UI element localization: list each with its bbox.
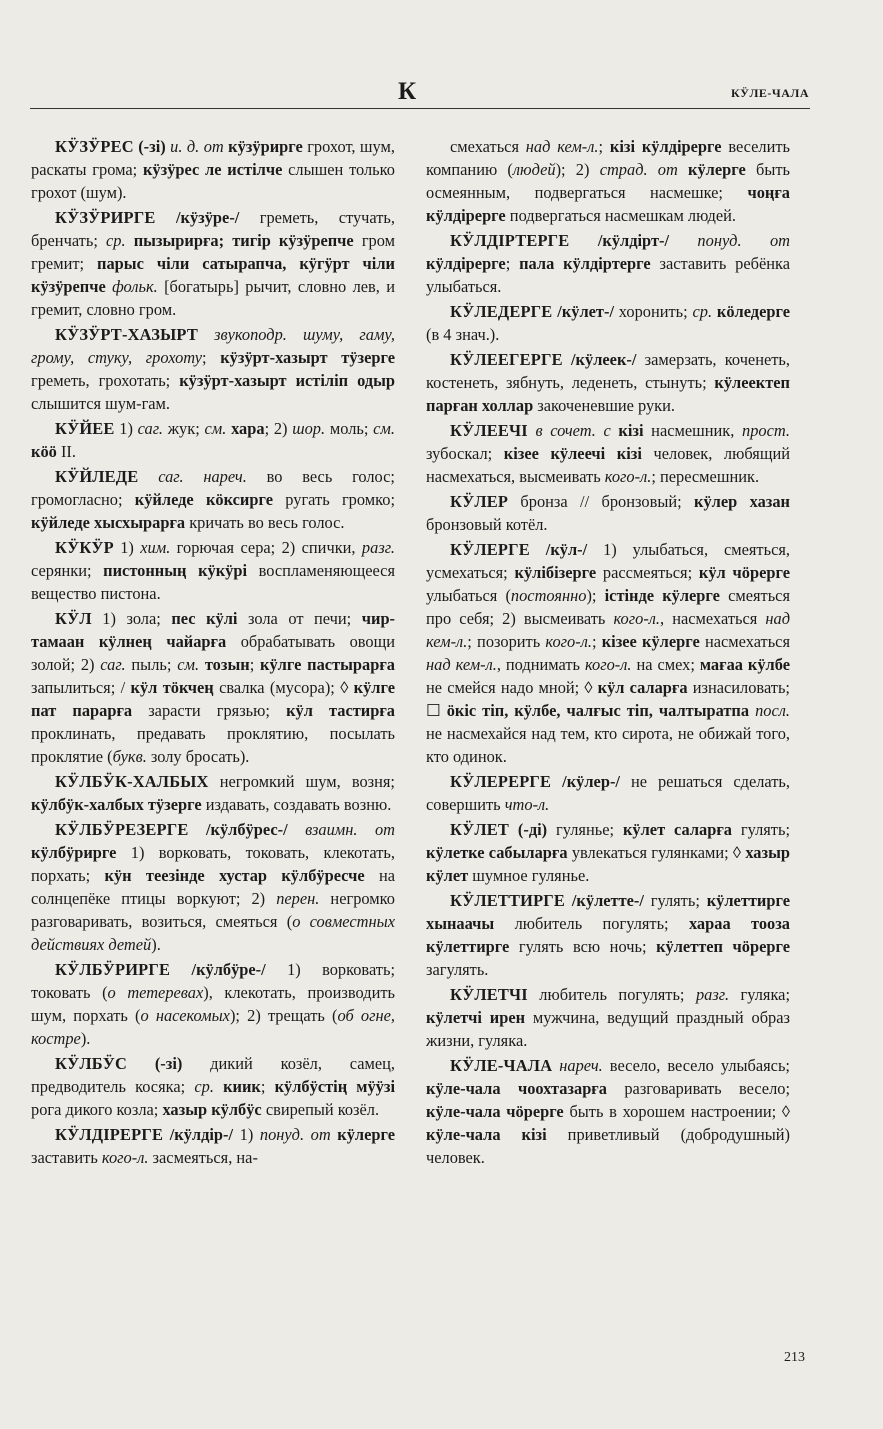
page-header — [0, 70, 883, 110]
header-rule — [30, 108, 810, 109]
dictionary-entry: КӰЛЕДЕРГЕ /кӱлет-/ хоронить; ср. кӧледерге (в 4 знач.). — [426, 302, 790, 344]
dictionary-entry: КӰЛБӰРЕЗЕРГЕ /кӱлбӱрес-/ взаимн. от кӱлбӱрирге 1) ворковать, токовать, клекотать, порхать; кӱн теезінде хустар кӱлбӱресче на солнцепёке птицы воркуют; 2) перен. негромко разговаривать, возиться, смеяться (о совместных действиях детей). — [31, 820, 395, 954]
dictionary-entry: КӰЛБӰК-ХАЛБЫХ негромкий шум, возня; кӱлбӱк-халбых тӱзерге издавать, создавать возню. — [31, 772, 395, 814]
dictionary-entry: КӰЛДІРЕРГЕ /кӱлдір-/ 1) понуд. от кӱлерге заставить кого-л. засмеяться, на- — [31, 1125, 395, 1167]
dictionary-entry: КӰЛЕ-ЧАЛА нареч. весело, весело улыбаясь; кӱле-чала чоохтазарға разговаривать весело; кӱле-чала чӧрерге быть в хорошем настроении; ◊ кӱле-чала кізі приветливый (добродушный) человек. — [426, 1056, 790, 1167]
dictionary-entry: КӰЗӰРТ-ХАЗЫРТ звукоподр. шуму, гаму, грому, стуку, грохоту; кӱзӱрт-хазырт тӱзерге греметь, грохотать; кӱзӱрт-хазырт истіліп одыр слышится шум-гам. — [31, 325, 396, 413]
dictionary-entry: КӰЛЕР бронза // бронзовый; кӱлер хазан бронзовый котёл. — [426, 492, 790, 534]
dictionary-entry: КӰЛ 1) зола; пес кӱлі зола от печи; чир-тамаан кӱлнең чайарға обрабатывать овощи золой; 2) саг. пыль; см. тозын; кӱлге пастырарға запылиться; / кӱл тӧкчең свалка (мусора); ◊ кӱлге пат парарға зарасти грязью; кӱл тастирға проклинать, предавать проклятию, посылать проклятие (букв. золу бросать). — [31, 609, 396, 766]
dictionary-entry: КӰЛЕЕЧІ в сочет. с кізі насмешник, прост. зубоскал; кізее кӱлеечі кізі человек, любящий насмехаться, высмеивать кого-л.; пересмешник. — [426, 421, 790, 486]
dictionary-entry: КӰЛЕРЕРГЕ /кӱлер-/ не решаться сделать, совершить что-л. — [426, 772, 790, 814]
left-column — [31, 135, 395, 1171]
page-number: 213 — [784, 1350, 805, 1365]
dictionary-entry: КӰЙЛЕДЕ саг. нареч. во весь голос; громогласно; кӱйледе кӧксирге ругать громко; кӱйледе хысхырарға кричать во весь голос. — [31, 467, 396, 532]
dictionary-entry: смехаться над кем-л.; кізі кӱлдірерге веселить компанию (людей); 2) страд. от кӱлерге быть осмеянным, подвергаться насмешке; чоңға кӱлдірерге подвергаться насмешкам людей. — [426, 137, 790, 225]
dictionary-entry: КӰЗӰРЕС (-зі) и. д. от кӱзӱрирге грохот, шум, раскаты грома; кӱзӱрес ле истілче слышен только грохот (шум). — [31, 137, 395, 202]
dictionary-entry: КӰЛБӰС (-зі) дикий козёл, самец, предводитель косяка; ср. киик; кӱлбӱстің мӱӱзі рога дикого козла; хазыр кӱлбӱс свирепый козёл. — [31, 1054, 395, 1119]
dictionary-entry: КӰЛБӰРИРГЕ /кӱлбӱре-/ 1) ворковать; токовать (о тетеревах), клекотать, производить шум, порхать (о насекомых); 2) трещать (об огне, костре). — [31, 960, 395, 1048]
dictionary-entry: КӰЛДІРТЕРГЕ /кӱлдірт-/ понуд. от кӱлдірерге; пала кӱлдіртерге заставить ребёнка улыбаться. — [426, 231, 791, 296]
dictionary-entry: КӰЗӰРИРГЕ /кӱзӱре-/ греметь, стучать, бренчать; ср. пызырирға; тигір кӱзӱрепче гром гремит; парыс чіли сатырапча, кӱгӱрт чіли кӱзӱрепче фольк. [богатырь] рычит, словно лев, и гремит, словно гром. — [31, 208, 395, 319]
dictionary-entry: КӰЛЕТЧІ любитель погулять; разг. гуляка; кӱлетчі ирен мужчина, ведущий праздный образ жизни, гуляка. — [426, 985, 791, 1050]
dictionary-entry: КӰКӰР 1) хим. горючая сера; 2) спички, разг. серянки; пистонның кӱкӱрі воспламеняющееся вещество пистона. — [31, 538, 395, 603]
dictionary-entry: КӰЛЕТ (-ді) гулянье; кӱлет саларға гулять; кӱлетке сабыларға увлекаться гулянками; ◊ хазыр кӱлет шумное гулянье. — [426, 820, 790, 885]
dictionary-entry: КӰЛЕЕГЕРГЕ /кӱлеек-/ замерзать, коченеть, костенеть, зябнуть, леденеть, стынуть; кӱлеектеп парған холлар закоченевшие руки. — [426, 350, 790, 415]
dictionary-entry: КӰЙЕЕ 1) саг. жук; см. хара; 2) шор. моль; см. кӧӧ II. — [31, 419, 395, 461]
running-head: КӰЛЕ-ЧАЛА — [730, 86, 809, 100]
dictionary-entry: КӰЛЕТТИРГЕ /кӱлетте-/ гулять; кӱлеттирге хынаачы любитель погулять; хараа тооза кӱлеттирге гулять всю ночь; кӱлеттеп чӧрерге загулять. — [426, 891, 791, 979]
dictionary-entry: КӰЛЕРГЕ /кӱл-/ 1) улыбаться, смеяться, усмехаться; кӱлібізерге рассмеяться; кӱл чӧрерге улыбаться (постоянно); істінде кӱлерге смеяться про себя; 2) высмеивать кого-л., насмехаться над кем-л.; позорить кого-л.; кізее кӱлерге насмехаться над кем-л., поднимать кого-л. на смех; мағаа кӱлбе не смейся надо мной; ◊ кӱл саларға изнасиловать; ☐ ӧкіс тіп, кӱлбе, чалғыс тіп, чалтыратпа посл. не насмехайся над тем, кто сирота, не обижай того, кто одинок. — [426, 540, 791, 766]
section-letter: К — [398, 78, 417, 105]
right-column — [426, 135, 790, 1171]
